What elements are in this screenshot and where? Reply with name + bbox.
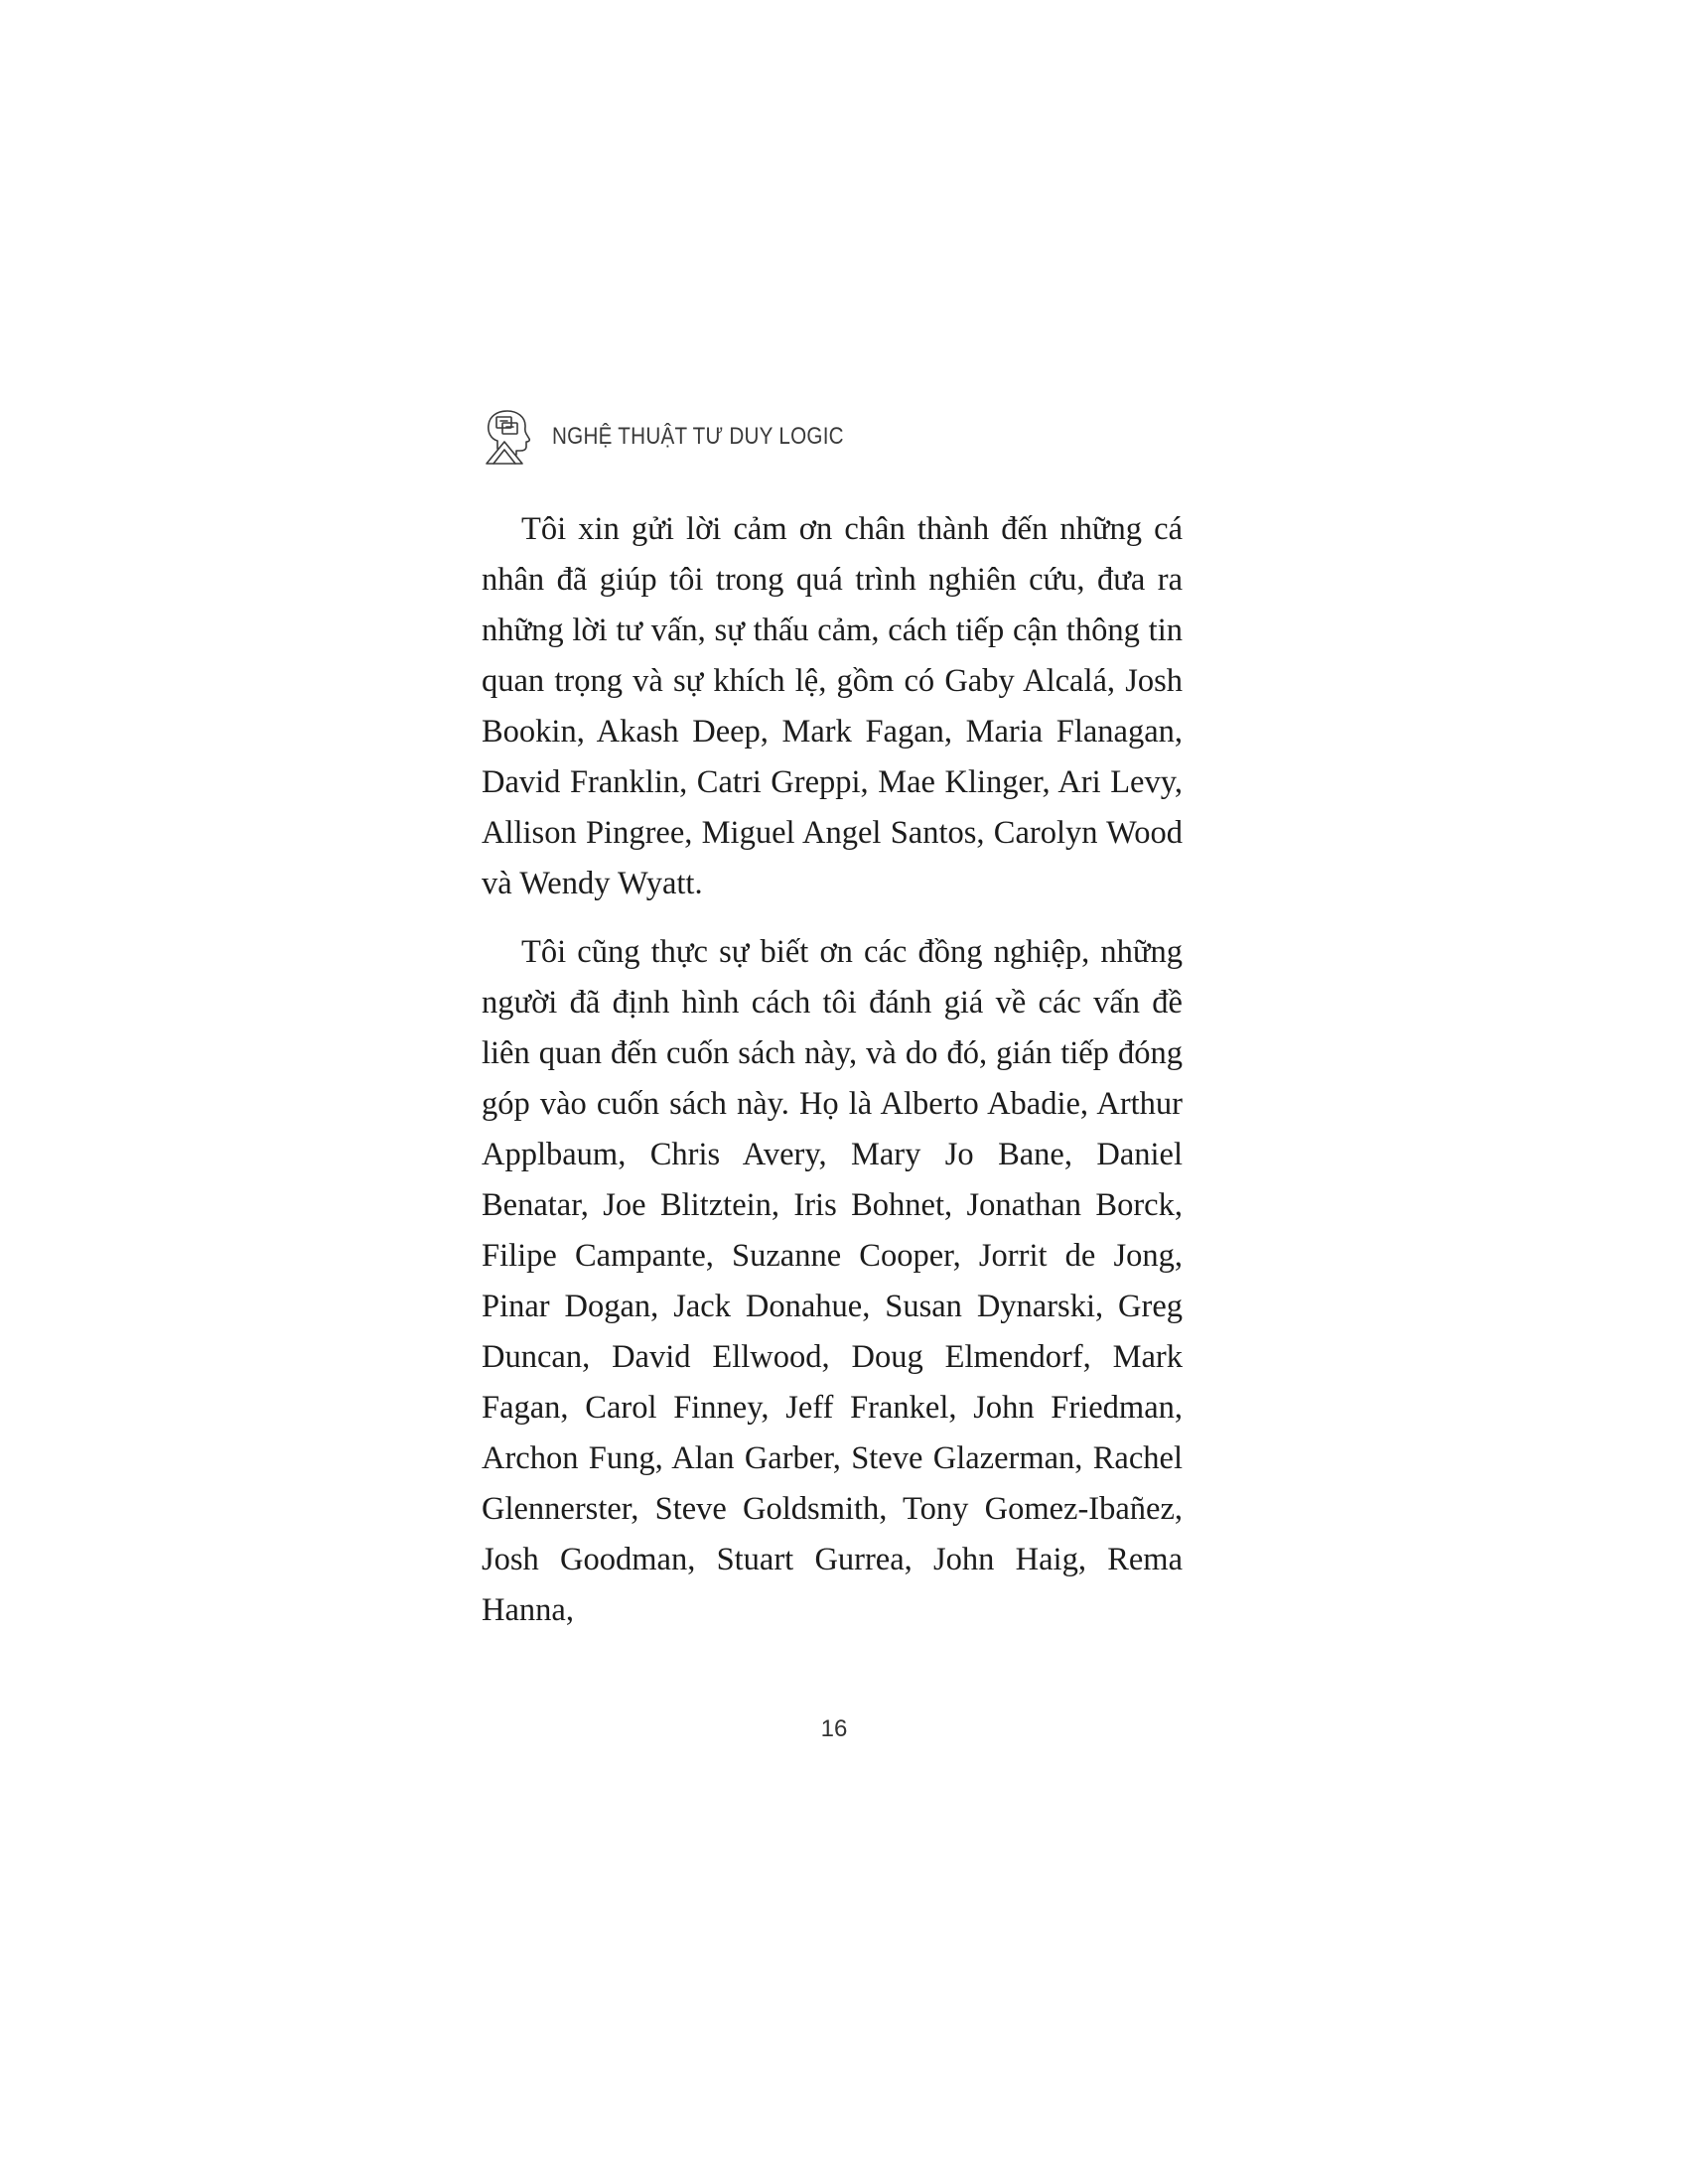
page-number: 16 [820,1715,848,1742]
running-header [484,407,892,467]
thinking-head-icon [484,408,533,466]
body-text [482,504,1183,1654]
paragraph: Tôi xin gửi lời cảm ơn chân thành đến những cá nhân đã giúp tôi trong quá trình nghiên cứu, đưa ra những lời tư vấn, sự thấu cảm, cách tiếp cận thông tin quan trọng và sự khích lệ, gồm có Gaby Alcalá, Josh Bookin, Akash Deep, Mark Fagan, Maria Flanagan, David Franklin, Catri Greppi, Mae Klinger, Ari Levy, Allison Pingree, Miguel Angel Santos, Carolyn Wood và Wendy Wyatt. [482,511,1183,901]
paragraph: Tôi cũng thực sự biết ơn các đồng nghiệp, những người đã định hình cách tôi đánh giá về các vấn đề liên quan đến cuốn sách này, và do đó, gián tiếp đóng góp vào cuốn sách này. Họ là Alberto Abadie, Arthur Applbaum, Chris Avery, Mary Jo Bane, Daniel Benatar, Joe Blitztein, Iris Bohnet, Jonathan Borck, Filipe Campante, Suzanne Cooper, Jorrit de Jong, Pinar Dogan, Jack Donahue, Susan Dynarski, Greg Duncan, David Ellwood, Doug Elmendorf, Mark Fagan, Carol Finney, Jeff Frankel, John Friedman, Archon Fung, Alan Garber, Steve Glazerman, Rachel Glennerster, Steve Goldsmith, Tony Gomez-Ibañez, Josh Goodman, Stuart Gurrea, John Haig, Rema Hanna, [482,934,1183,1628]
running-header-title: NGHỆ THUẬT TƯ DUY LOGIC [552,423,844,450]
